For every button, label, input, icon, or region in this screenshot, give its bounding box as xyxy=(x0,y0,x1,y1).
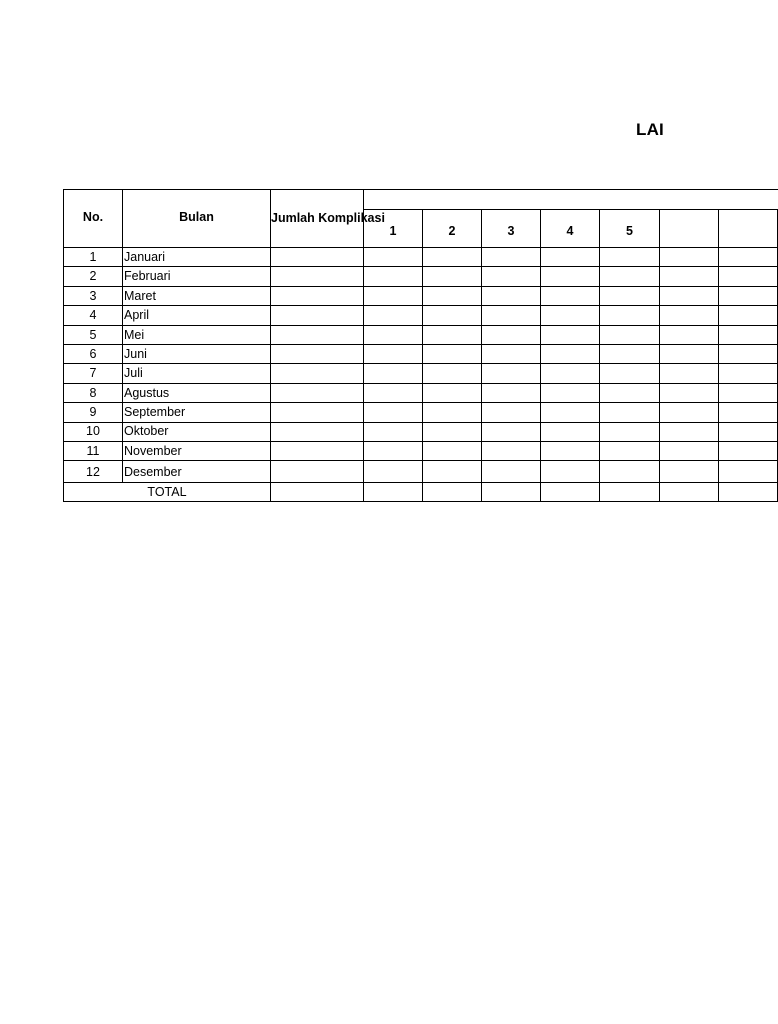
cell xyxy=(364,483,423,502)
cell xyxy=(600,441,660,460)
header-row-top xyxy=(64,190,778,210)
header-col-5: 5 xyxy=(600,210,660,248)
header-no: No. xyxy=(64,190,123,248)
cell xyxy=(364,441,423,460)
cell xyxy=(482,325,541,344)
cell xyxy=(541,441,600,460)
cell xyxy=(660,422,719,441)
cell xyxy=(660,344,719,363)
cell xyxy=(600,344,660,363)
cell xyxy=(719,403,778,422)
table-row xyxy=(64,364,778,383)
cell xyxy=(541,383,600,402)
header-col-7 xyxy=(719,210,778,248)
cell xyxy=(600,422,660,441)
row-number: 7 xyxy=(64,364,123,383)
header-col-3: 3 xyxy=(482,210,541,248)
cell xyxy=(423,325,482,344)
row-month: November xyxy=(123,441,271,460)
cell xyxy=(482,403,541,422)
row-number: 5 xyxy=(64,325,123,344)
cell xyxy=(482,364,541,383)
cell xyxy=(364,344,423,363)
header-col-4: 4 xyxy=(541,210,600,248)
cell xyxy=(482,344,541,363)
cell-jumlah xyxy=(271,422,364,441)
cell xyxy=(541,325,600,344)
cell xyxy=(660,364,719,383)
cell xyxy=(600,364,660,383)
cell xyxy=(364,383,423,402)
cell xyxy=(482,306,541,325)
cell xyxy=(660,383,719,402)
cell xyxy=(482,267,541,286)
cell xyxy=(719,383,778,402)
cell xyxy=(423,441,482,460)
cell xyxy=(364,403,423,422)
cell xyxy=(482,422,541,441)
cell xyxy=(541,364,600,383)
cell-jumlah xyxy=(271,267,364,286)
cell xyxy=(600,403,660,422)
cell xyxy=(364,306,423,325)
cell xyxy=(423,364,482,383)
cell xyxy=(364,364,423,383)
cell-jumlah xyxy=(271,461,364,483)
total-row xyxy=(64,483,778,502)
cell xyxy=(719,267,778,286)
header-group-span xyxy=(364,190,778,210)
cell xyxy=(719,248,778,267)
cell xyxy=(482,483,541,502)
cell xyxy=(541,344,600,363)
cell xyxy=(600,325,660,344)
cell xyxy=(541,248,600,267)
row-number: 1 xyxy=(64,248,123,267)
header-bulan: Bulan xyxy=(123,190,271,248)
cell xyxy=(600,286,660,305)
row-month: Maret xyxy=(123,286,271,305)
cell xyxy=(660,441,719,460)
table-row xyxy=(64,248,778,267)
cell xyxy=(364,248,423,267)
cell xyxy=(423,248,482,267)
cell xyxy=(719,483,778,502)
row-number: 10 xyxy=(64,422,123,441)
cell xyxy=(364,461,423,483)
row-number: 11 xyxy=(64,441,123,460)
cell xyxy=(482,441,541,460)
cell xyxy=(719,422,778,441)
cell xyxy=(719,441,778,460)
cell xyxy=(541,286,600,305)
cell xyxy=(719,306,778,325)
cell-jumlah xyxy=(271,344,364,363)
cell-jumlah xyxy=(271,325,364,344)
table-row xyxy=(64,383,778,402)
cell xyxy=(482,286,541,305)
cell xyxy=(423,483,482,502)
cell xyxy=(660,483,719,502)
cell xyxy=(364,422,423,441)
cell xyxy=(423,403,482,422)
cell-jumlah xyxy=(271,306,364,325)
row-number: 3 xyxy=(64,286,123,305)
row-month: Oktober xyxy=(123,422,271,441)
total-label: TOTAL xyxy=(64,483,271,502)
cell xyxy=(541,403,600,422)
cell xyxy=(719,344,778,363)
cell xyxy=(364,325,423,344)
cell-jumlah xyxy=(271,364,364,383)
cell-jumlah xyxy=(271,248,364,267)
cell xyxy=(423,267,482,286)
cell xyxy=(541,422,600,441)
cell xyxy=(719,325,778,344)
row-month: April xyxy=(123,306,271,325)
cell xyxy=(482,383,541,402)
report-table xyxy=(63,189,778,502)
row-month: Januari xyxy=(123,248,271,267)
table-row xyxy=(64,286,778,305)
table-row xyxy=(64,461,778,483)
row-month: Juni xyxy=(123,344,271,363)
cell xyxy=(660,403,719,422)
row-month: Februari xyxy=(123,267,271,286)
cell xyxy=(423,286,482,305)
row-number: 8 xyxy=(64,383,123,402)
table-row xyxy=(64,422,778,441)
row-month: September xyxy=(123,403,271,422)
cell xyxy=(660,306,719,325)
cell xyxy=(719,286,778,305)
cell-jumlah xyxy=(271,383,364,402)
cell xyxy=(660,248,719,267)
cell xyxy=(482,248,541,267)
cell xyxy=(719,364,778,383)
row-month: Desember xyxy=(123,461,271,483)
cell xyxy=(600,383,660,402)
row-month: Juli xyxy=(123,364,271,383)
cell xyxy=(541,267,600,286)
cell xyxy=(660,461,719,483)
cell xyxy=(482,461,541,483)
cell xyxy=(660,267,719,286)
report-table-container xyxy=(63,189,661,499)
cell xyxy=(364,267,423,286)
cell xyxy=(423,306,482,325)
cell xyxy=(660,286,719,305)
row-number: 2 xyxy=(64,267,123,286)
cell-jumlah xyxy=(271,403,364,422)
cell xyxy=(423,461,482,483)
table-row xyxy=(64,403,778,422)
row-number: 4 xyxy=(64,306,123,325)
header-col-6 xyxy=(660,210,719,248)
cell xyxy=(660,325,719,344)
table-row xyxy=(64,267,778,286)
table-row xyxy=(64,441,778,460)
header-col-1: 1 xyxy=(364,210,423,248)
cell-jumlah-total xyxy=(271,483,364,502)
header-col-2: 2 xyxy=(423,210,482,248)
cell xyxy=(364,286,423,305)
row-month: Mei xyxy=(123,325,271,344)
cell xyxy=(423,422,482,441)
cell xyxy=(541,461,600,483)
row-number: 6 xyxy=(64,344,123,363)
cell xyxy=(423,344,482,363)
cell xyxy=(600,267,660,286)
table-row xyxy=(64,344,778,363)
row-number: 9 xyxy=(64,403,123,422)
cell xyxy=(423,383,482,402)
cell-jumlah xyxy=(271,441,364,460)
cell xyxy=(541,306,600,325)
cell-jumlah xyxy=(271,286,364,305)
cell xyxy=(600,483,660,502)
header-jumlah-komplikasi: Jumlah Komplikasi xyxy=(271,190,364,248)
cell xyxy=(600,248,660,267)
row-month: Agustus xyxy=(123,383,271,402)
row-number: 12 xyxy=(64,461,123,483)
table-row xyxy=(64,306,778,325)
page-title: LAI xyxy=(636,120,664,139)
cell xyxy=(541,483,600,502)
cell xyxy=(600,306,660,325)
cell xyxy=(600,461,660,483)
cell xyxy=(719,461,778,483)
table-row xyxy=(64,325,778,344)
